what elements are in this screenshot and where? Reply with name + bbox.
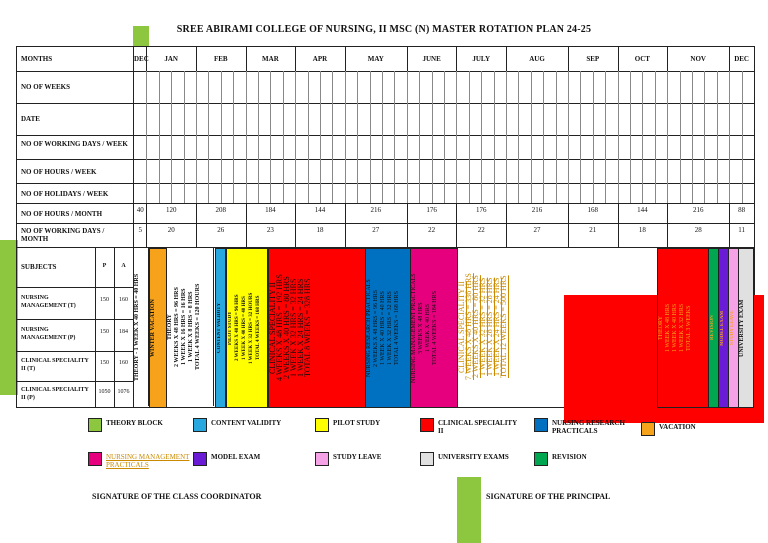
subject-p: 150 <box>100 329 109 335</box>
month-label: APR <box>312 55 328 63</box>
coordinator-signature: SIGNATURE OF THE CLASS COORDINATOR <box>92 492 262 501</box>
month-label: AUG <box>529 55 545 63</box>
row-label-holidays-week: NO OF HOLIDAYS / WEEK <box>21 190 109 198</box>
row-label-hours-month: NO OF HOURS / MONTH <box>21 210 103 218</box>
legend-label: UNIVERSITY EXAMS <box>438 453 509 461</box>
theory-block-3 <box>657 248 709 408</box>
content-validity-block <box>215 248 226 408</box>
subject-a: 160 <box>119 360 128 366</box>
legend-label: NURSING MANAGEMENT PRACTICALS <box>106 453 190 469</box>
legend-swatch <box>420 452 434 466</box>
legend-label: NURSING RESEARCH PRACTICALS <box>552 419 625 435</box>
working-days-month-cell: 27 <box>533 226 541 234</box>
legend-swatch <box>534 418 548 432</box>
nursing-research-block <box>365 248 411 408</box>
row-label-months: MONTHS <box>21 55 53 63</box>
hours-month-cell: 176 <box>426 206 437 214</box>
row-label-weeks: NO OF WEEKS <box>21 83 71 91</box>
subject-p: 150 <box>100 360 109 366</box>
working-days-month-cell: 23 <box>266 226 274 234</box>
university-exam-block <box>738 248 754 408</box>
working-days-month-cell: 26 <box>217 226 225 234</box>
hours-month-cell: 144 <box>314 206 326 214</box>
working-days-month-cell: 18 <box>316 226 324 234</box>
theory-block-1 <box>134 248 149 406</box>
row-label-working-days-week: NO OF WORKING DAYS / WEEK <box>21 140 128 148</box>
university-exam-label: UNIVERSITY EXAM <box>739 299 745 357</box>
hours-month-cell: 40 <box>136 206 144 214</box>
working-days-month-cell: 22 <box>477 226 485 234</box>
highlight-bar-bottom <box>457 477 481 543</box>
month-label: SEP <box>586 55 600 63</box>
subject-name: CLINICAL SPECIALITY II (P) <box>21 387 89 401</box>
hours-month-cell: 88 <box>738 206 746 214</box>
row-label-hours-week: NO OF HOURS / WEEK <box>21 168 97 176</box>
legend-label: MODEL EXAM <box>211 453 261 461</box>
nursing-management-label: NURSING MANAGEMENT PRACTICALS 3 WEEKS X 48 HRS 1 WEEK X 40 HRS TOTAL 4 WEEKS = 184 HRS <box>411 273 438 383</box>
a-header: A <box>121 263 126 269</box>
subject-name: CLINICAL SPECIALITY II (T) <box>21 358 89 372</box>
hours-month-cell: 184 <box>265 206 276 214</box>
subject-name: NURSING MANAGEMENT (P) <box>21 327 76 341</box>
month-label: FEB <box>213 55 228 63</box>
page-title: SREE ABIRAMI COLLEGE OF NURSING, II MSC (N) MASTER ROTATION PLAN 24-25 <box>176 24 592 35</box>
month-label: DEC <box>734 55 749 63</box>
subject-a: 184 <box>119 329 128 335</box>
winter-vacation-label: WINTER VACATION <box>150 299 156 357</box>
working-days-month-cell: 27 <box>372 226 380 234</box>
month-label: NOV <box>690 55 706 63</box>
legend-swatch <box>193 452 207 466</box>
revision-label: REVISION <box>710 315 715 341</box>
subject-p: 1050 <box>98 389 111 395</box>
legend-label: VACATION <box>659 423 696 431</box>
pilot-study-label: PILOT STUDY 2 WEEKS X 48 HRS = 96 HRS 1 WEEK X 40 HRS = 40 HRS 1 WEEK X 32 HRS = 32 HOURS TOTAL 4 WEEKS = 168 HRS <box>228 292 261 364</box>
theory-block-2 <box>167 248 214 406</box>
row-label-date: DATE <box>21 115 40 123</box>
hours-month-cell: 216 <box>692 206 704 214</box>
month-label: OCT <box>634 55 650 63</box>
subject-a: 160 <box>119 297 128 303</box>
hours-month-cell: 176 <box>475 206 487 214</box>
hours-month-cell: 120 <box>165 206 177 214</box>
model-exam-label: MODEL EXAM <box>720 310 725 346</box>
winter-vacation-block <box>149 248 167 408</box>
legend-swatch <box>534 452 548 466</box>
month-label: JULY <box>472 55 490 63</box>
nursing-management-block <box>410 248 458 408</box>
clinical-speciality-2-label: CLINICAL SPECIALITY II 7 WEEKS X 48 HRS = 336 HRS 2 WEEKS X 40 HRS = 80 HRS 1 WEEK X 32 HRS = 32 HRS 1 WEEK X 28 HRS = 28 HRS 1 WEEK X 24 HRS = 24 HRS TOTAL 12 WEEKS = 500 HRS <box>457 273 508 381</box>
principal-signature: SIGNATURE OF THE PRINCIPAL <box>486 492 611 501</box>
nursing-research-label: NURSING RESEARCH PRACTICALS 2 WEEKS X 48 HRS = 96 HRS 1 WEEK X 40 HRS = 40 HRS 1 WEEK X 32 HRS = 32 HRS TOTAL 4 WEEKS = 168 HRS <box>366 279 400 377</box>
hours-month-cell: 216 <box>370 206 382 214</box>
month-label: MAY <box>367 55 384 63</box>
month-label: JAN <box>164 55 178 63</box>
month-label: MAR <box>262 55 279 63</box>
row-label-working-days-month: NO OF WORKING DAYS / MONTH <box>21 227 105 243</box>
clinical-speciality-block <box>268 248 366 408</box>
subjects-header: SUBJECTS <box>21 263 57 271</box>
legend-swatch <box>420 418 434 432</box>
working-days-month-cell: 21 <box>589 226 597 234</box>
legend-label: CLINICAL SPECIALITY II <box>438 419 517 435</box>
hours-month-cell: 216 <box>531 206 543 214</box>
theory-block-1-label: THEORY - 1 WEEK X 40 HRS = 40 HRS <box>134 273 140 381</box>
hours-month-cell: 168 <box>587 206 599 214</box>
working-days-month-cell: 22 <box>428 226 436 234</box>
theory-block-3-label: THEORY 1 WEEK X 48 HRS 1 WEEK X 40 HRS 1 WEEK X 32 HRS TOTAL 3 WEEKS <box>658 303 692 353</box>
subject-name: NURSING MANAGEMENT (T) <box>21 295 76 309</box>
legend-swatch <box>88 418 102 432</box>
working-days-month-cell: 18 <box>638 226 646 234</box>
legend-label: PILOT STUDY <box>333 419 381 427</box>
month-label: JUNE <box>422 55 441 63</box>
working-days-month-cell: 28 <box>694 226 702 234</box>
p-header: P <box>102 263 107 269</box>
hours-month-cell: 144 <box>637 206 648 214</box>
legend-swatch <box>88 452 102 466</box>
legend-label: CONTENT VALIDITY <box>211 419 282 427</box>
legend-label: THEORY BLOCK <box>106 419 163 427</box>
legend-swatch <box>193 418 207 432</box>
hours-month-cell: 208 <box>215 206 227 214</box>
legend-swatch <box>315 452 329 466</box>
content-validity-label: CONTENT VALIDITY <box>217 302 222 354</box>
rotation-table <box>16 46 755 408</box>
clinical-speciality-label: CLINICAL SPECIALITY II 4 WEEKS X 48 HRS = 192 HRS 2 WEEKS X 40 HRS = 80 HRS 1 WEEK X 32 HRS = 32 HRS 1 WEEK X 24 HRS = 24 HRS TOTAL 8 WEEKS = 328 HRS <box>268 274 312 382</box>
month-label: DEC <box>134 55 149 63</box>
theory-block-2-label: THEORY 2 WEEKS X 48 HRS = 96 HRS 1 WEEK X 16 HRS = 16 HRS 1 WEEK X 8 HRS = 8 HRS TOTAL 4 WEEKS = 120 HOURS <box>167 283 201 371</box>
working-days-month-cell: 20 <box>167 226 175 234</box>
subject-p: 150 <box>100 297 109 303</box>
subject-a: 1076 <box>117 389 130 395</box>
working-days-month-cell: 11 <box>738 226 745 234</box>
study-leave-label: STUDY LEAVE <box>730 310 735 346</box>
working-days-month-cell: 5 <box>138 226 142 234</box>
legend-swatch <box>641 422 655 436</box>
legend-label: REVISION <box>552 453 587 461</box>
legend-swatch <box>315 418 329 432</box>
pilot-study-block <box>226 248 268 408</box>
legend-label: STUDY LEAVE <box>333 453 382 461</box>
